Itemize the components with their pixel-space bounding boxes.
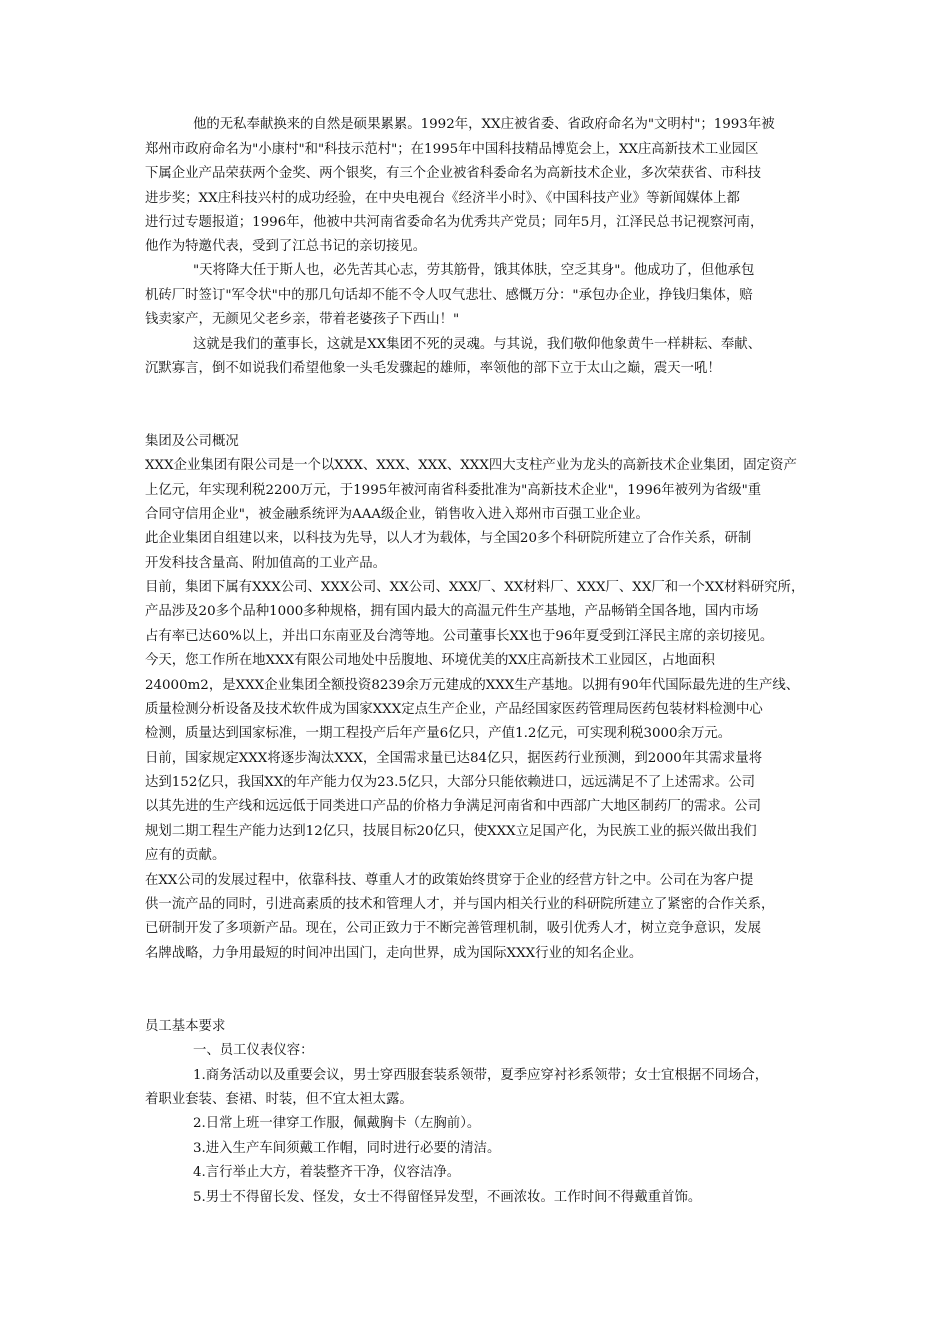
- requirement-line-2: 着职业套装、套裙、时装，但不宜太袒太露。: [145, 1092, 413, 1107]
- intro-line-8: 机砖厂时签订"军令状"中的那几句话却不能不令人叹气悲壮、感慨万分："承包办企业，挣钱归集体，赔: [145, 288, 753, 303]
- intro-line-9: 钱卖家产，无颜见父老乡亲，带着老婆孩子下西山！": [145, 312, 460, 327]
- overview-line-18: 在XX公司的发展过程中，依靠科技、尊重人才的政策始终贯穿于企业的经营方针之中。公司在为客户提: [145, 873, 754, 888]
- intro-line-5: 进行过专题报道；1996年，他被中共河南省委命名为优秀共产党员；同年5月，江泽民总书记视察河南，: [145, 215, 764, 230]
- requirements-subheading: 一、员工仪表仪容：: [193, 1043, 314, 1058]
- overview-line-2: 上亿元，年实现利税2200万元，于1995年被河南省科委批准为"高新技术企业"，1996年被列为省级"重: [145, 483, 762, 498]
- overview-line-6: 目前，集团下属有XXX公司、XXX公司、XX公司、XXX厂、XX材料厂、XXX厂、XX厂和一个XX材料研究所，: [145, 580, 805, 595]
- overview-line-14: 达到152亿只，我国XX的年产能力仅为23.5亿只，大部分只能依赖进口，远远满足不了上述需求。公司: [145, 775, 756, 790]
- overview-line-16: 规划二期工程生产能力达到12亿只，技展目标20亿只，使XXX立足国产化，为民族工业的振兴做出我们: [145, 824, 757, 839]
- overview-line-10: 24000m2，是XXX企业集团全额投资8239余万元建成的XXX生产基地。以拥有90年代国际最先进的生产线、: [145, 678, 800, 693]
- overview-line-15: 以其先进的生产线和远远低于同类进口产品的价格力争满足河南省和中西部广大地区制药厂的需求。公司: [145, 799, 761, 814]
- requirement-line-1: 1.商务活动以及重要会议，男士穿西服套装系领带，夏季应穿衬衫系领带；女士宜根据不同场合，: [193, 1068, 769, 1083]
- overview-line-19: 供一流产品的同时，引进高素质的技术和管理人才，并与国内相关行业的科研院所建立了紧密的合作关系，: [145, 897, 775, 912]
- intro-line-7: "天将降大任于斯人也，必先苦其心志，劳其筋骨，饿其体肤，空乏其身"。他成功了，但他承包: [193, 263, 755, 278]
- intro-line-6: 他作为特邀代表，受到了江总书记的亲切接见。: [145, 239, 427, 254]
- overview-line-21: 名牌战略，力争用最短的时间冲出国门，走向世界，成为国际XXX行业的知名企业。: [145, 946, 643, 961]
- overview-line-13: 日前，国家规定XXX将逐步淘汰XXX，全国需求量已达84亿只，据医药行业预测，到2000年其需求量将: [145, 751, 763, 766]
- overview-line-11: 质量检测分析设备及技术软件成为国家XXX定点生产企业，产品经国家医药管理局医药包装材料检测中心: [145, 702, 763, 717]
- overview-line-17: 应有的贡献。: [145, 848, 226, 863]
- overview-line-20: 已研制开发了多项新产品。现在，公司正致力于不断完善管理机制，吸引优秀人才，树立竞争意识，发展: [145, 921, 761, 936]
- requirement-line-3: 2.日常上班一律穿工作服，佩戴胸卡（左胸前）。: [193, 1116, 481, 1131]
- requirement-line-4: 3.进入生产车间须戴工作帽，同时进行必要的清洁。: [193, 1141, 501, 1156]
- overview-line-12: 检测，质量达到国家标准，一期工程投产后年产量6亿只，产值1.2亿元，可实现利税3000余万元。: [145, 726, 732, 741]
- intro-line-3: 下属企业产品荣获两个金奖、两个银奖，有三个企业被省科委命名为高新技术企业，多次荣获省、市科技: [145, 166, 761, 181]
- overview-line-4: 此企业集团自组建以来，以科技为先导，以人才为载体，与全国20多个科研院所建立了合作关系，研制: [145, 531, 752, 546]
- overview-line-5: 开发科技含量高、附加值高的工业产品。: [145, 556, 387, 571]
- intro-line-2: 郑州市政府命名为"小康村"和"科技示范村"；在1995年中国科技精品博览会上，XX庄高新技术工业园区: [145, 142, 759, 157]
- overview-line-1: XXX企业集团有限公司是一个以XXX、XXX、XXX、XXX四大支柱产业为龙头的高新技术企业集团，固定资产: [145, 458, 797, 473]
- overview-line-3: 合同守信用企业"，被金融系统评为AAA级企业，销售收入进入郑州市百强工业企业。: [145, 507, 649, 522]
- requirements-heading: 员工基本要求: [145, 1019, 226, 1034]
- requirement-line-6: 5.男士不得留长发、怪发，女士不得留怪异发型，不画浓妆。工作时间不得戴重首饰。: [193, 1190, 702, 1205]
- intro-line-11: 沉默寡言，倒不如说我们希望他象一头毛发骤起的雄师，率领他的部下立于太山之巅，震天一吼！: [145, 361, 721, 376]
- overview-line-8: 占有率已达60%以上，并出口东南亚及台湾等地。公司董事长XX也于96年夏受到江泽民主席的亲切接见。: [145, 629, 774, 644]
- intro-line-10: 这就是我们的董事长，这就是XX集团不死的灵魂。与其说，我们敬仰他象黄牛一样耕耘、奉献、: [193, 337, 762, 352]
- intro-line-4: 进步奖；XX庄科技兴村的成功经验，在中央电视台《经济半小时》、《中国科技产业》等新闻媒体上都: [145, 191, 740, 206]
- overview-line-7: 产品涉及20多个品种1000多种规格，拥有国内最大的高温元件生产基地，产品畅销全国各地，国内市场: [145, 604, 759, 619]
- overview-heading: 集团及公司概况: [145, 434, 239, 449]
- requirement-line-5: 4.言行举止大方，着装整齐干净，仪容洁净。: [193, 1165, 461, 1180]
- overview-line-9: 今天，您工作所在地XXX有限公司地处中岳腹地、环境优美的XX庄高新技术工业园区，占地面积: [145, 653, 715, 668]
- intro-line-1: 他的无私奉献换来的自然是硕果累累。1992年，XX庄被省委、省政府命名为"文明村"；1993年被: [193, 117, 775, 132]
